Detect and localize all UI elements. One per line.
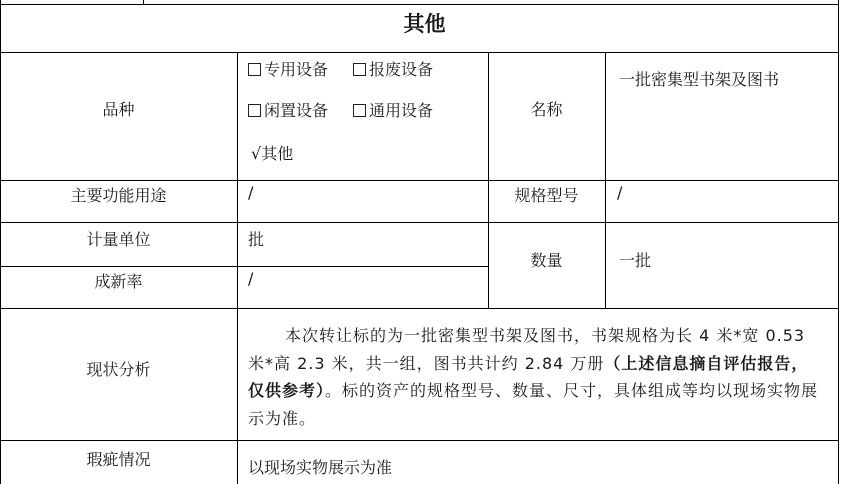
status-label: 现状分析 bbox=[86, 360, 151, 379]
option-general-equipment[interactable] bbox=[353, 98, 433, 121]
option-label: 其他 bbox=[261, 144, 294, 163]
defects-label: 瑕疵情况 bbox=[86, 450, 151, 469]
option-label: 闲置设备 bbox=[264, 101, 329, 120]
col-right-divider bbox=[605, 52, 606, 308]
name-value: 一批密集型书架及图书 bbox=[619, 70, 780, 89]
function-value: / bbox=[248, 183, 254, 202]
checkbox-icon[interactable] bbox=[353, 63, 366, 76]
check-mark-icon: √ bbox=[251, 144, 262, 163]
row-unit-bottom bbox=[0, 266, 488, 267]
row-function-bottom bbox=[0, 222, 839, 223]
option-scrapped-equipment[interactable] bbox=[353, 57, 433, 80]
status-text-part2: 。标的资产的规格型号、数量、尺寸，具体组成等均以现场实物展示为准。 bbox=[248, 381, 819, 428]
unit-value: 批 bbox=[248, 230, 265, 249]
checkbox-icon[interactable] bbox=[248, 104, 261, 117]
category-label: 品种 bbox=[102, 100, 135, 119]
function-label: 主要功能用途 bbox=[70, 186, 167, 205]
section-title: 其他 bbox=[403, 12, 446, 36]
quantity-value: 一批 bbox=[619, 251, 652, 270]
option-label: 通用设备 bbox=[369, 101, 434, 120]
row-category-bottom bbox=[0, 180, 839, 181]
spec-label: 规格型号 bbox=[514, 186, 579, 205]
newness-value: / bbox=[248, 269, 254, 288]
option-special-equipment[interactable] bbox=[248, 57, 328, 80]
checkbox-icon[interactable] bbox=[248, 63, 261, 76]
unit-label: 计量单位 bbox=[86, 230, 151, 249]
quantity-label: 数量 bbox=[530, 251, 563, 270]
row-newness-bottom bbox=[0, 308, 839, 309]
name-label: 名称 bbox=[530, 100, 563, 119]
checkbox-icon[interactable] bbox=[353, 104, 366, 117]
row-status-bottom bbox=[0, 440, 839, 441]
newness-label: 成新率 bbox=[94, 272, 143, 291]
title-bottom-border bbox=[0, 52, 839, 53]
option-label: 专用设备 bbox=[264, 60, 329, 79]
option-idle-equipment[interactable] bbox=[248, 98, 328, 121]
top-border bbox=[0, 4, 839, 5]
right-border bbox=[838, 0, 839, 484]
option-label: 报废设备 bbox=[369, 60, 434, 79]
option-other[interactable] bbox=[251, 141, 293, 164]
col-label-divider bbox=[237, 52, 238, 484]
status-text-part1: 本次转让标的为一批密集型书架及图书，书架规格为长 4 米*宽 0.53 米*高 2.3 米，共一组，图书共计约 2.84 万册 bbox=[248, 326, 806, 373]
status-description bbox=[248, 322, 820, 432]
defects-value: 以现场实物展示为准 bbox=[248, 458, 393, 477]
spec-value: / bbox=[617, 183, 623, 202]
status-text-note: （上述信息摘自评估报告，仅供参考） bbox=[248, 353, 809, 400]
